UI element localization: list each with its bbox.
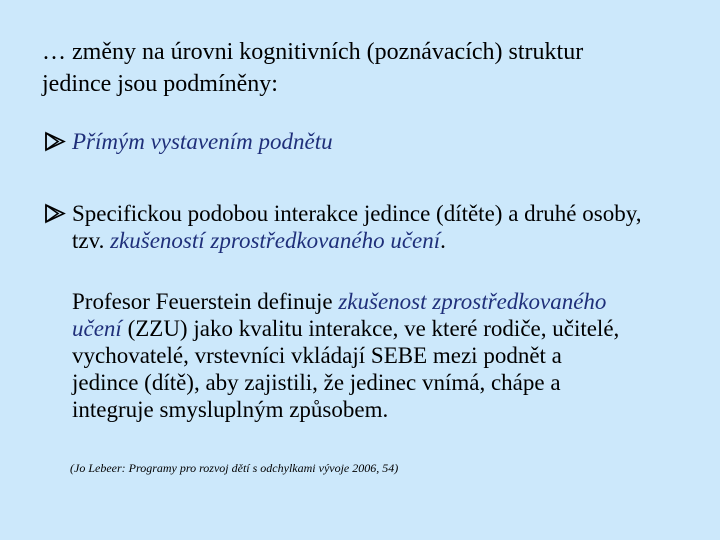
- citation: (Jo Lebeer: Programy pro rozvoj dětí s odchylkami vývoje 2006, 54): [70, 461, 399, 475]
- feuerstein-paragraph: [72, 288, 632, 423]
- bullet-1-text: Přímým vystavením podnětu: [72, 129, 333, 154]
- bullet-2-emphasis: zkušeností zprostředkovaného učení: [110, 228, 441, 253]
- paragraph-text-end: (ZZU) jako kvalitu interakce, ve které rodiče, učitelé, vychovatelé, vrstevníci vkládají SEBE mezi podnět a jedince (dítě), aby zajistili, že jedinec vnímá, chápe a integruje smysluplným způsobem.: [72, 316, 620, 422]
- bullet-2-text-end: .: [440, 228, 446, 253]
- bullet-2-text: [72, 200, 644, 254]
- intro-line-2: jedince jsou podmíněny:: [42, 71, 278, 97]
- intro-text: [42, 36, 702, 100]
- bullet-item-1: [44, 128, 644, 155]
- bullet-2-text-start: Specifickou podobou interakce jedince (dítěte) a druhé osoby, tzv.: [72, 201, 642, 253]
- paragraph-text-start: Profesor Feuerstein definuje: [72, 289, 339, 314]
- arrow-bullet-icon: [44, 128, 66, 155]
- intro-line-1: … změny na úrovni kognitivních (poznávacích) struktur: [42, 39, 584, 65]
- bullet-item-2: [44, 200, 644, 254]
- paragraph-emphasis: zkušenost zprostředkovaného učení: [72, 289, 607, 341]
- arrow-bullet-icon: [44, 200, 66, 227]
